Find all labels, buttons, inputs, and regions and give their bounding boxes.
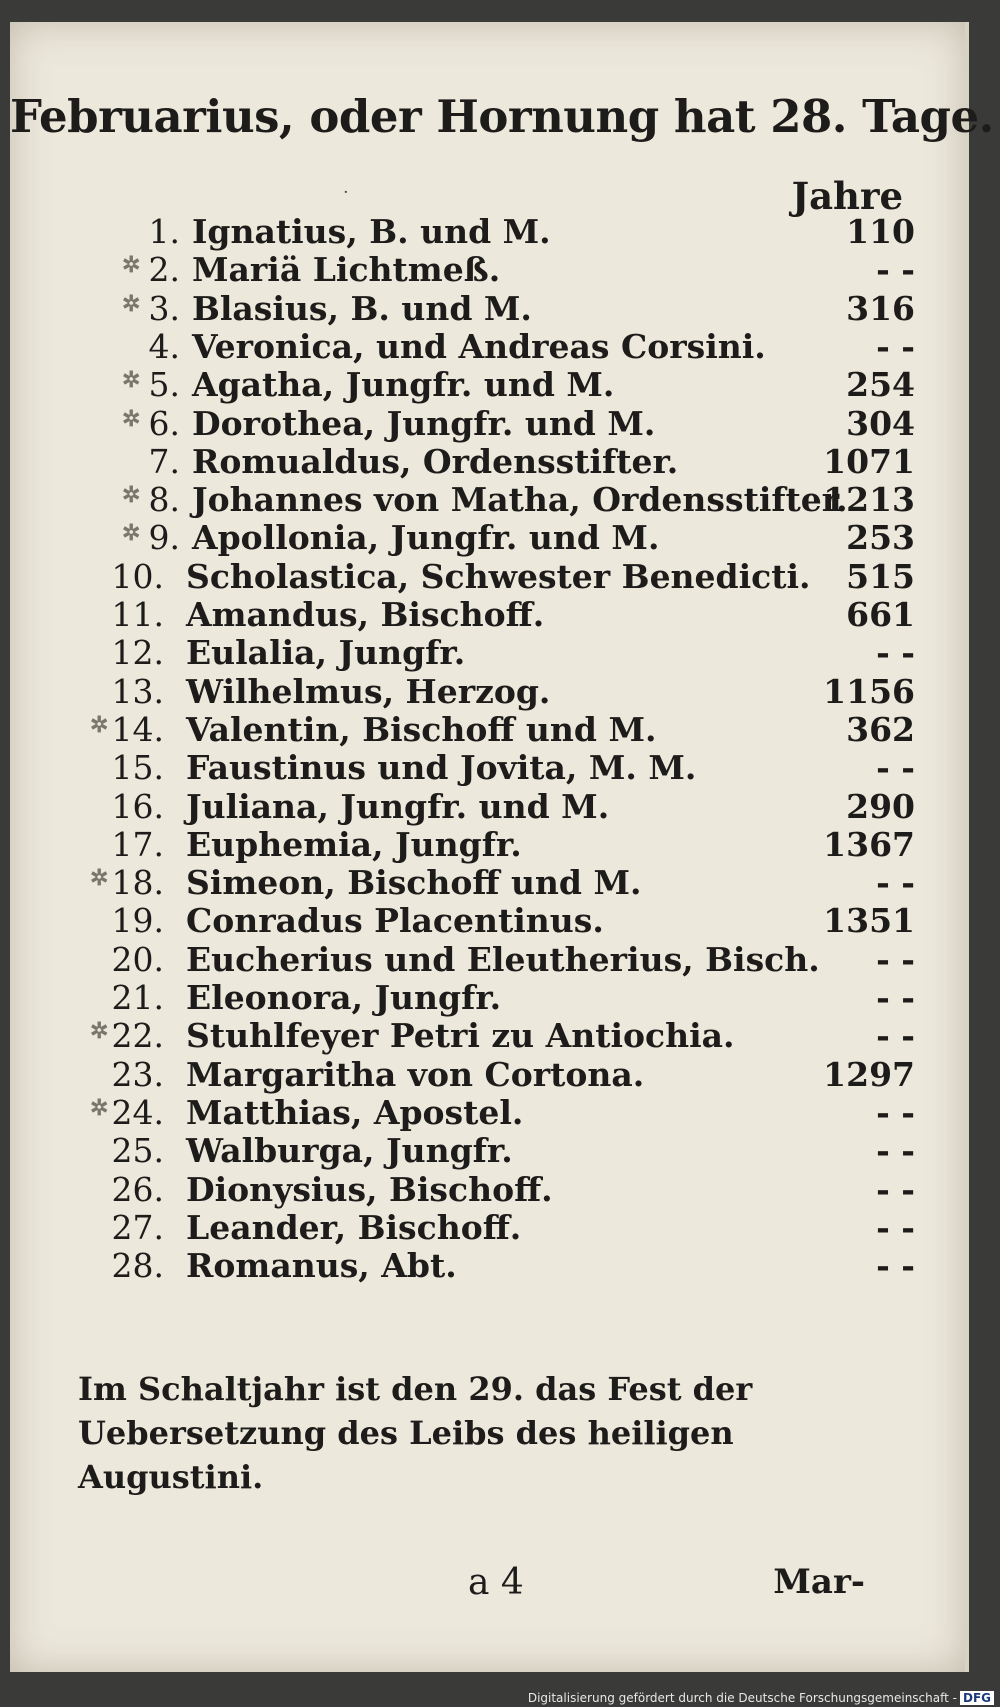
- feast-marker-icon: ✲: [90, 1094, 109, 1121]
- list-item: [10, 250, 965, 290]
- year-value: 290: [846, 786, 915, 826]
- saint-name: Leander, Bischoff.: [186, 1207, 522, 1247]
- saint-name: Wilhelmus, Herzog.: [186, 671, 551, 711]
- feast-marker-icon: ✲: [90, 865, 109, 892]
- list-item: [10, 825, 965, 865]
- saint-name: Stuhlfeyer Petri zu Antiochia.: [186, 1016, 735, 1056]
- year-value: 254: [846, 365, 915, 405]
- list-item: [10, 289, 965, 329]
- year-value: - -: [876, 1169, 915, 1209]
- year-value: 316: [846, 288, 915, 328]
- day-number: 23.: [111, 1054, 164, 1094]
- dfg-logo: DFG: [960, 1691, 994, 1705]
- day-number: 19.: [111, 901, 164, 941]
- saint-name: Conradus Placentinus.: [186, 901, 604, 941]
- year-value: 362: [846, 709, 915, 749]
- day-number: 11.: [111, 595, 164, 634]
- day-number: 18.: [111, 863, 164, 903]
- list-item: [10, 940, 965, 980]
- list-item: [10, 748, 965, 788]
- column-header-years: Jahre: [791, 174, 903, 218]
- year-value: 304: [846, 403, 915, 443]
- book-page: [10, 22, 994, 1672]
- list-item: [10, 1016, 965, 1056]
- list-item: [10, 480, 965, 520]
- saint-name: Ignatius, B. und M.: [192, 212, 551, 251]
- leap-year-note: Im Schaltjahr ist den 29. das Fest der Uebersetzung des Leibs des heiligen Augustini.: [78, 1370, 753, 1496]
- day-number: 20.: [111, 939, 164, 979]
- list-item: [10, 633, 965, 673]
- saint-name: Amandus, Bischoff.: [186, 595, 545, 634]
- saint-name: Matthias, Apostel.: [186, 1092, 524, 1132]
- year-value: 1351: [823, 901, 915, 941]
- feast-marker-icon: ✲: [122, 405, 141, 432]
- day-number: 8.: [148, 480, 180, 520]
- day-number: 9.: [148, 518, 180, 558]
- saint-name: Eucherius und Eleutherius, Bisch.: [186, 939, 820, 979]
- year-value: - -: [876, 326, 915, 366]
- saint-name: Dorothea, Jungfr. und M.: [192, 403, 656, 443]
- list-item: [10, 1170, 965, 1210]
- list-item: [10, 442, 965, 482]
- day-number: 27.: [111, 1207, 164, 1247]
- day-number: 16.: [111, 786, 164, 826]
- saint-name: Blasius, B. und M.: [192, 288, 532, 328]
- day-number: 7.: [148, 441, 180, 481]
- list-item: [10, 787, 965, 827]
- day-number: 28.: [111, 1246, 164, 1286]
- list-item: [10, 1208, 965, 1248]
- year-value: 1213: [823, 480, 915, 520]
- feast-marker-icon: ✲: [90, 1018, 109, 1045]
- day-number: 25.: [111, 1131, 164, 1171]
- list-item: [10, 672, 965, 712]
- day-number: 17.: [111, 824, 164, 864]
- saint-name: Romualdus, Ordensstifter.: [192, 441, 679, 481]
- year-value: - -: [876, 250, 915, 290]
- day-number: 5.: [148, 365, 180, 405]
- saint-name: Juliana, Jungfr. und M.: [186, 786, 610, 826]
- day-number: 15.: [111, 748, 164, 788]
- list-item: [10, 1131, 965, 1171]
- year-value: - -: [876, 1207, 915, 1247]
- saint-name: Romanus, Abt.: [186, 1246, 457, 1286]
- day-number: 24.: [111, 1092, 164, 1132]
- saint-name: Valentin, Bischoff und M.: [186, 709, 657, 749]
- saint-name: Faustinus und Jovita, M. M.: [186, 748, 697, 788]
- saint-name: Veronica, und Andreas Corsini.: [192, 326, 766, 366]
- year-value: 253: [846, 518, 915, 558]
- catchword: Mar-: [773, 1562, 865, 1602]
- day-number: 14.: [111, 709, 164, 749]
- saint-name: Simeon, Bischoff und M.: [186, 863, 642, 903]
- list-item: [10, 1246, 965, 1286]
- year-value: - -: [876, 1246, 915, 1286]
- feast-marker-icon: ✲: [122, 520, 141, 547]
- saint-name: Johannes von Matha, Ordensstifter.: [192, 480, 848, 520]
- list-item: [10, 365, 965, 405]
- list-item: [10, 518, 965, 558]
- saint-name: Eulalia, Jungfr.: [186, 633, 466, 673]
- list-item: [10, 901, 965, 941]
- year-value: - -: [876, 939, 915, 979]
- day-number: 10.: [111, 556, 164, 596]
- feast-marker-icon: ✲: [122, 367, 141, 394]
- day-number: 3.: [148, 288, 180, 328]
- year-value: 1071: [823, 441, 915, 481]
- saint-name: Apollonia, Jungfr. und M.: [192, 518, 660, 558]
- saint-name: Walburga, Jungfr.: [186, 1131, 513, 1171]
- list-item: [10, 404, 965, 444]
- stray-dot: ·: [343, 182, 349, 203]
- day-number: 22.: [111, 1016, 164, 1056]
- year-value: 515: [846, 556, 915, 596]
- list-item: [10, 327, 965, 367]
- year-value: 110: [846, 212, 915, 251]
- day-number: 13.: [111, 671, 164, 711]
- list-item: [10, 978, 965, 1018]
- list-item: [10, 557, 965, 597]
- day-number: 1.: [148, 212, 180, 251]
- feast-marker-icon: ✲: [122, 290, 141, 317]
- page-title: Februarius, oder Hornung hat 28. Tage.: [10, 90, 994, 143]
- day-number: 12.: [111, 633, 164, 673]
- day-number: 2.: [148, 250, 180, 290]
- year-value: - -: [876, 748, 915, 788]
- saint-name: Agatha, Jungfr. und M.: [192, 365, 615, 405]
- year-value: - -: [876, 978, 915, 1017]
- year-value: - -: [876, 1016, 915, 1056]
- list-item: [10, 1093, 965, 1133]
- year-value: - -: [876, 633, 915, 673]
- list-item: [10, 212, 965, 252]
- year-value: 1156: [823, 671, 915, 711]
- list-item: [10, 1055, 965, 1095]
- list-item: [10, 710, 965, 750]
- digitization-credit: [528, 1691, 994, 1705]
- credit-text: Digitalisierung gefördert durch die Deutsche Forschungsgemeinschaft -: [527, 1691, 957, 1705]
- year-value: - -: [876, 1092, 915, 1132]
- saint-name: Dionysius, Bischoff.: [186, 1169, 553, 1209]
- day-number: 26.: [111, 1169, 164, 1209]
- day-number: 21.: [111, 978, 164, 1017]
- day-number: 6.: [148, 403, 180, 443]
- saint-name: Mariä Lichtmeß.: [192, 250, 501, 290]
- year-value: 1367: [823, 824, 915, 864]
- year-value: - -: [876, 1131, 915, 1171]
- year-value: 661: [846, 595, 915, 634]
- year-value: 1297: [823, 1054, 915, 1094]
- saint-name: Margaritha von Cortona.: [186, 1054, 645, 1094]
- saint-name: Scholastica, Schwester Benedicti.: [186, 556, 811, 596]
- feast-marker-icon: ✲: [90, 711, 109, 738]
- saint-name: Euphemia, Jungfr.: [186, 824, 522, 864]
- year-value: - -: [876, 863, 915, 903]
- feast-marker-icon: ✲: [122, 482, 141, 509]
- list-item: [10, 595, 965, 635]
- feast-marker-icon: ✲: [122, 252, 141, 279]
- list-item: [10, 863, 965, 903]
- day-number: 4.: [148, 326, 180, 366]
- saint-name: Eleonora, Jungfr.: [186, 978, 502, 1017]
- signature-mark: a 4: [468, 1562, 524, 1603]
